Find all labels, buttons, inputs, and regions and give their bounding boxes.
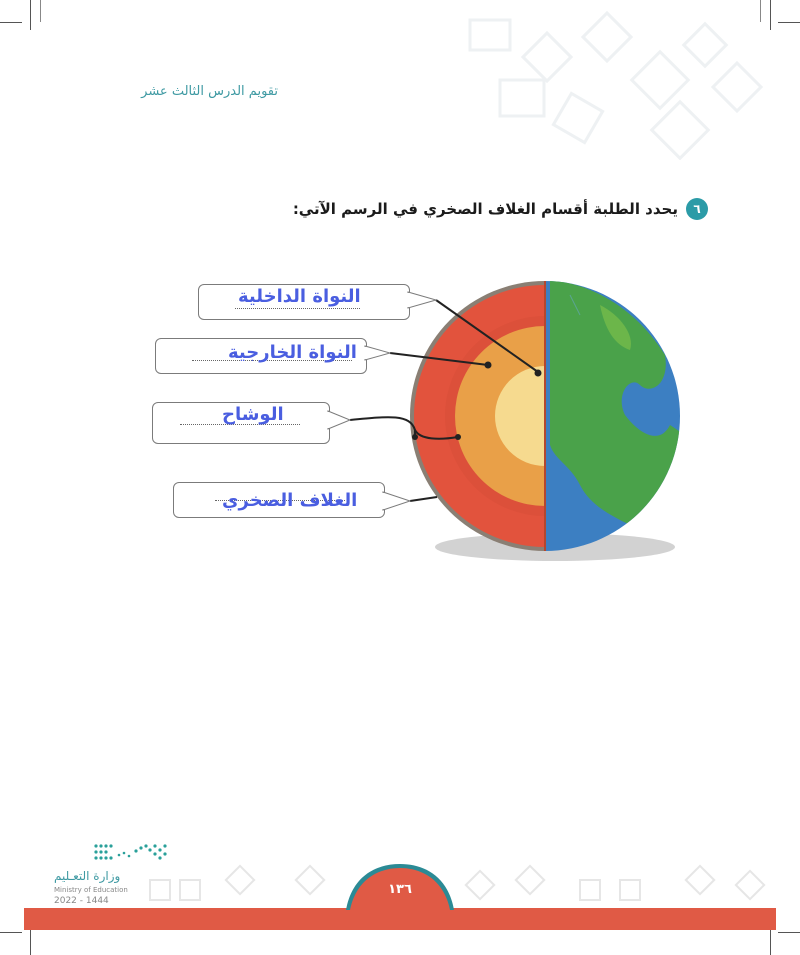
footer-pattern [140,850,780,910]
label-outer-core: النواة الخارجية [228,342,357,363]
question-text: يحدد الطلبة أقسام الغلاف الصخري في الرسم الآتي: [292,200,678,218]
crop-mark [0,932,22,933]
question-number: ٦ [686,198,708,220]
lesson-title: تقويم الدرس الثالث عشر [141,84,278,99]
label-inner-core: النواة الداخلية [238,286,361,307]
page-number: ١٣٦ [388,882,412,897]
crop-mark [778,932,800,933]
answer-line [235,308,360,309]
ministry-subtitle: Ministry of Education [54,886,128,894]
footer-bar [24,908,776,930]
edition-year: 2022 - 1444 [54,896,109,906]
label-crust: الغلاف الصخري [222,490,358,511]
label-mantle: الوشاح [222,404,284,425]
ministry-logo-icon [92,842,172,866]
ministry-name: وزارة التعـليم [54,869,121,883]
